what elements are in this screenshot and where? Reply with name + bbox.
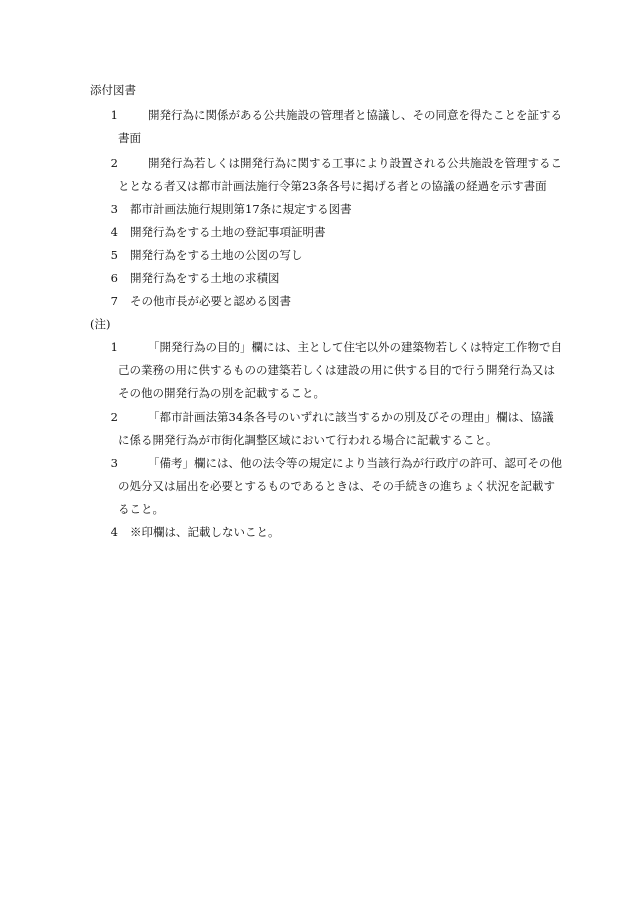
attachment-item-text: 開発行為若しくは開発行為に関する工事により設置される公共施設を管理することとなる者又は都市計画法施行令第23条各号に掲げる者との協議の経過を示す書面 <box>118 156 562 193</box>
attachment-item-number: 4 <box>110 225 118 239</box>
attachment-item-number: 7 <box>110 294 118 308</box>
attachment-item-number: 1 <box>110 108 118 122</box>
attachment-item-number: 3 <box>110 202 118 216</box>
note-item-number: 3 <box>110 456 118 470</box>
attachment-item-text: 開発行為に関係がある公共施設の管理者と協議し、その同意を得たことを証する書面 <box>118 108 562 145</box>
note-item-text: 「開発行為の目的」欄には、主として住宅以外の建築物若しくは特定工作物で自己の業務の用に供するものの建築若しくは建設の用に供する目的で行う開発行為又はその他の開発行為の別を記載すること。 <box>118 340 562 400</box>
attachment-item-number: 5 <box>110 248 118 262</box>
note-item-number: 4 <box>110 525 118 539</box>
attachment-item-text: 開発行為をする土地の求積図 <box>130 271 280 285</box>
attachment-item-text: 開発行為をする土地の公図の写し <box>130 248 303 262</box>
note-item-text: 「都市計画法第34条各号のいずれに該当するかの別及びその理由」欄は、協議に係る開発行為が市街化調整区域において行われる場合に記載すること。 <box>118 410 554 447</box>
attachment-item-text: 開発行為をする土地の登記事項証明書 <box>130 225 326 239</box>
note-item-text: ※印欄は、記載しないこと。 <box>130 525 280 539</box>
note-item-number: 1 <box>110 340 118 354</box>
note-item-text: 「備考」欄には、他の法令等の規定により当該行為が行政庁の許可、認可その他の処分又は届出を必要とするものであるときは、その手続きの進ちょく状況を記載すること。 <box>118 456 562 516</box>
notes-heading: (注) <box>90 317 111 331</box>
attachment-item-number: 2 <box>110 156 118 170</box>
attachment-item-text: その他市長が必要と認める図書 <box>130 294 291 308</box>
attachment-item-number: 6 <box>110 271 118 285</box>
attachment-item-text: 都市計画法施行規則第17条に規定する図書 <box>130 202 352 216</box>
note-item-number: 2 <box>110 410 118 424</box>
attachments-heading: 添付図書 <box>90 83 136 97</box>
